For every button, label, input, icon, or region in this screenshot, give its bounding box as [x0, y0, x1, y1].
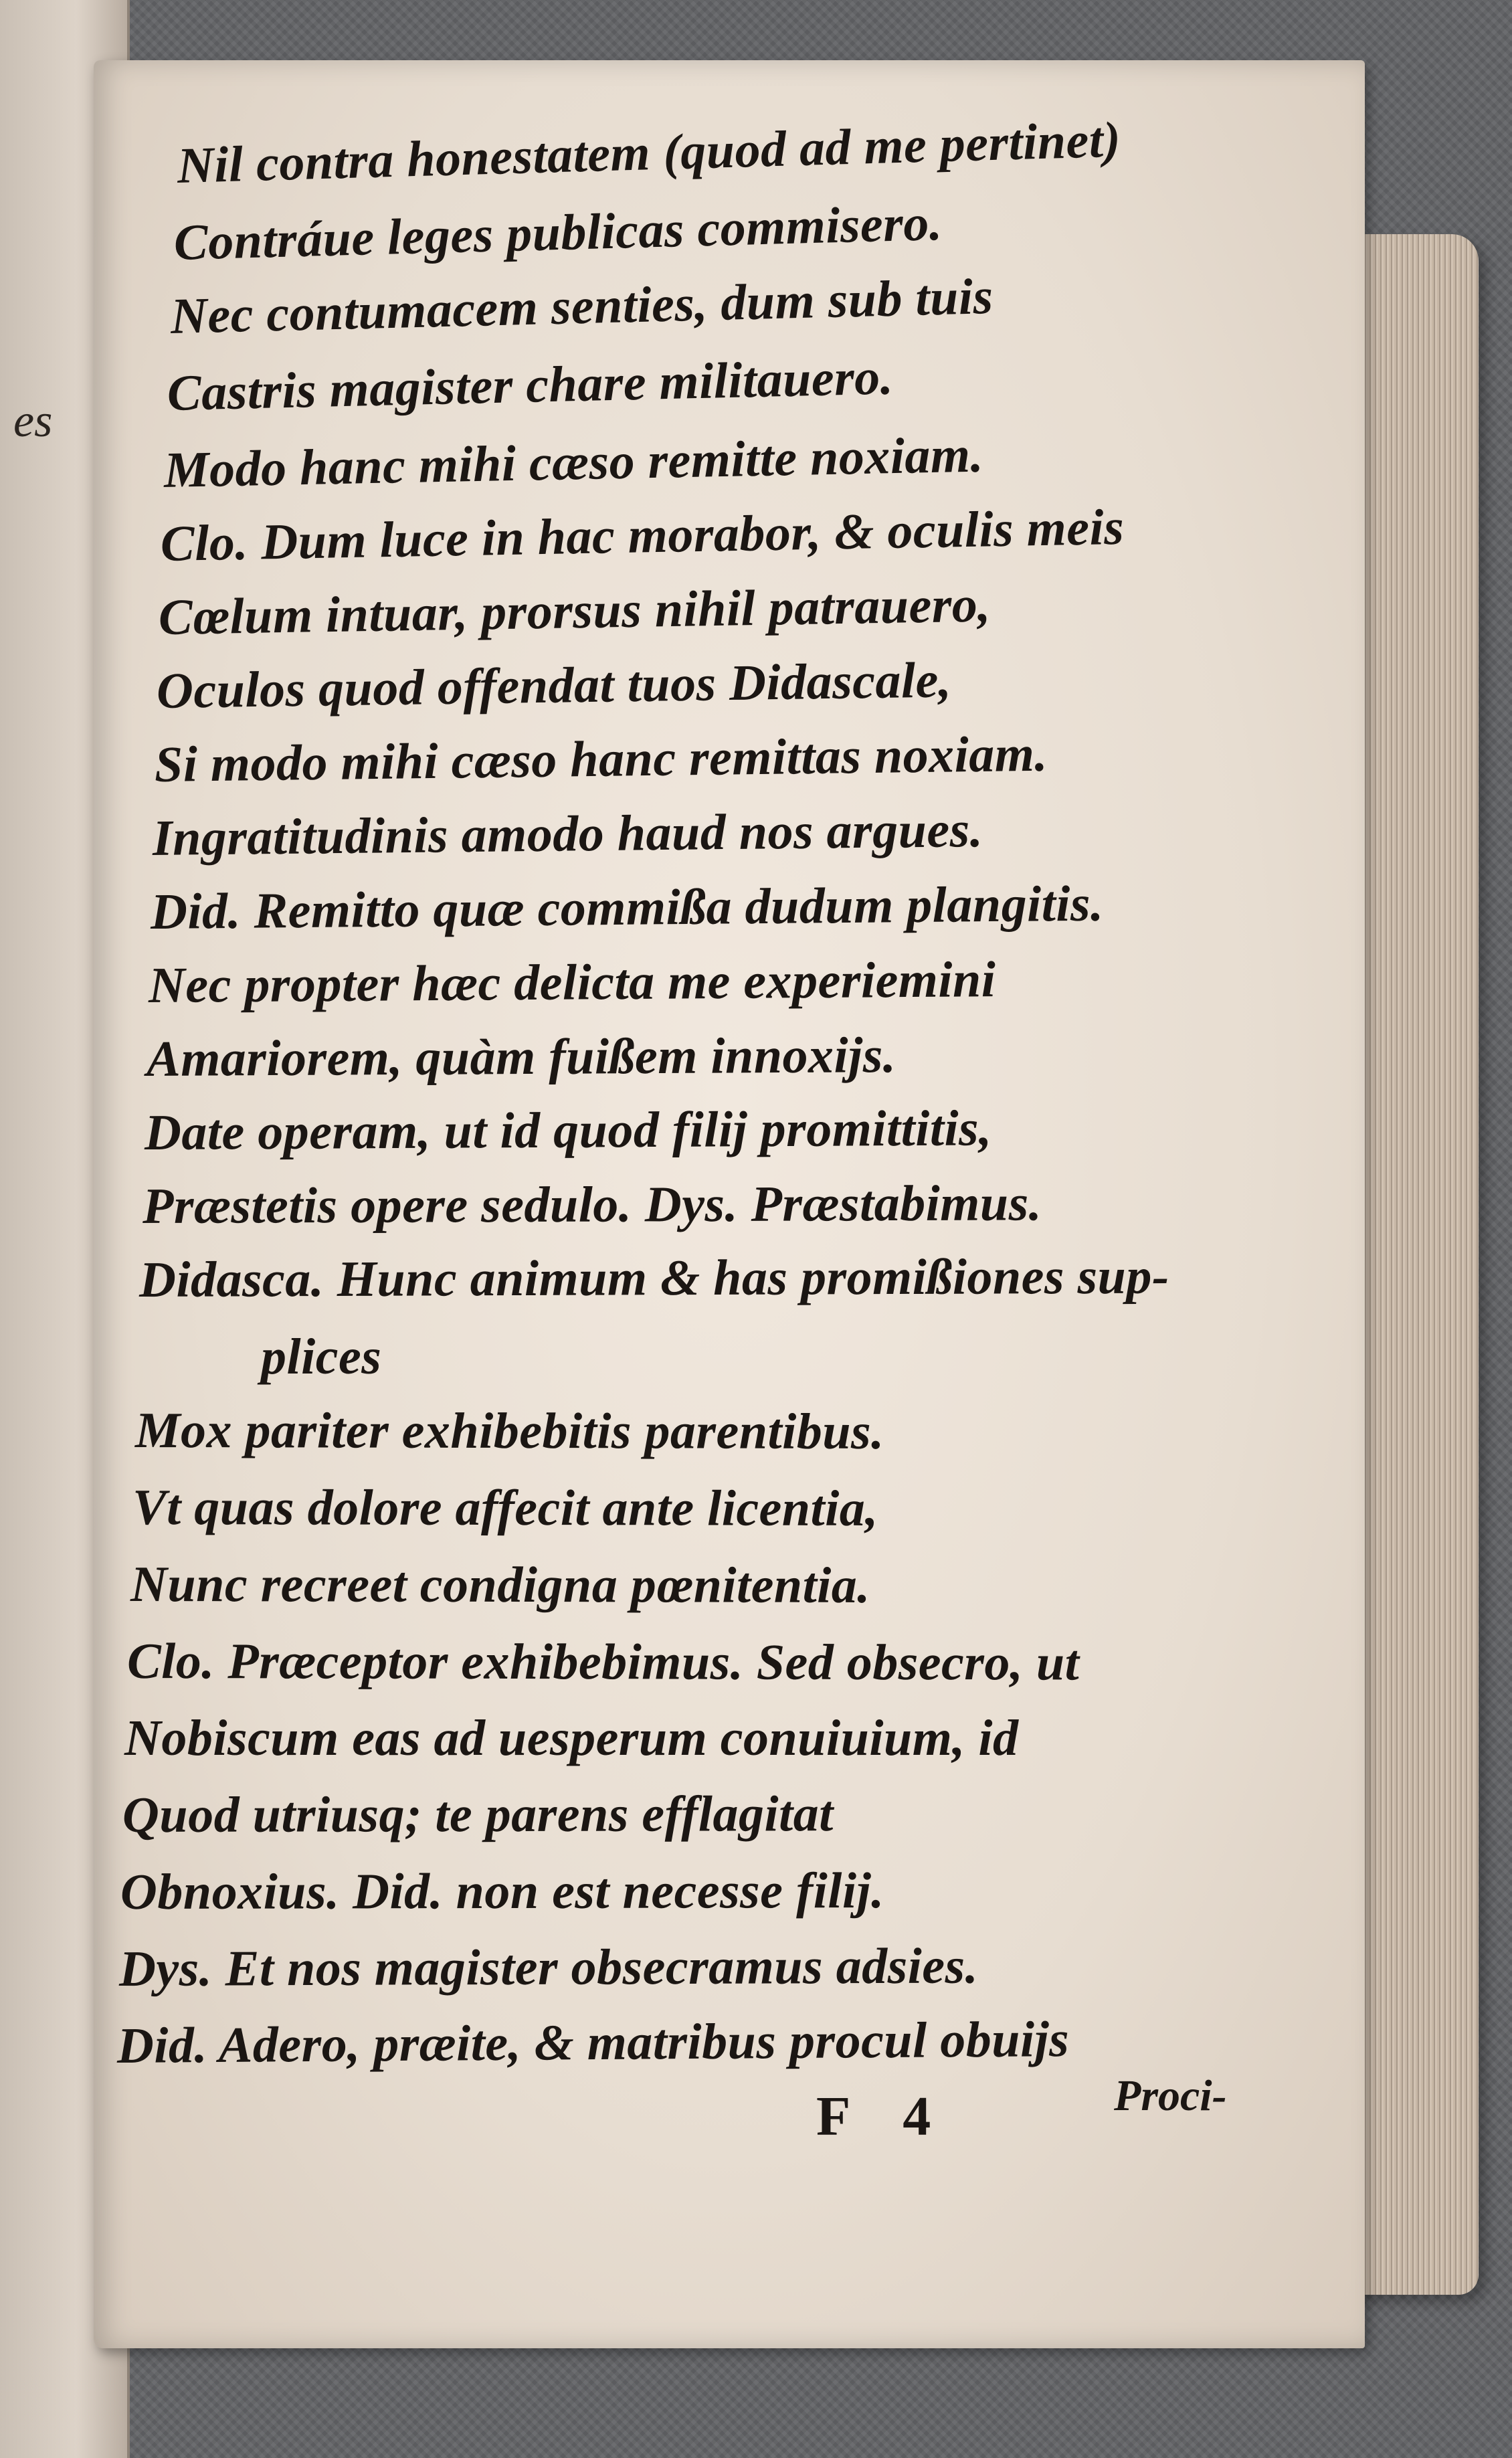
text-line: plices: [261, 1329, 382, 1385]
catchword: Proci-: [1114, 2071, 1227, 2120]
signature-mark: F 4: [816, 2085, 951, 2148]
text-line: Clo. Dum luce in hac morabor, & oculis meis: [160, 498, 1125, 572]
text-line: Date operam, ut id quod filij promittitis,: [144, 1100, 992, 1161]
text-line: Castris magister chare militauero.: [167, 349, 894, 421]
text-line: Vt quas dolore affecit ante licentia,: [132, 1479, 878, 1537]
text-line: Nec contumacem senties, dum sub tuis: [169, 268, 994, 345]
text-line: Didasca. Hunc animum & has promißiones sup-: [138, 1248, 1169, 1308]
text-line: Quod utriusq; te parens efflagitat: [122, 1786, 834, 1843]
text-line: Nobiscum eas ad uesperum conuiuium, id: [124, 1710, 1019, 1766]
text-line: Clo. Præceptor exhibebimus. Sed obsecro, ut: [126, 1633, 1080, 1691]
text-line: Cœlum intuar, prorsus nihil patrauero,: [158, 576, 991, 646]
text-line: Contráue leges publicas commisero.: [173, 194, 943, 271]
text-line: Dys. Et nos magister obsecramus adsies.: [118, 1937, 979, 1997]
text-line: Obnoxius. Did. non est necesse filij.: [120, 1863, 884, 1920]
facing-page-fragment: es: [13, 395, 53, 447]
text-line: Modo hanc mihi cæso remitte noxiam.: [163, 426, 984, 498]
text-line: Mox pariter exhibebitis parentibus.: [134, 1402, 884, 1460]
text-line: Nec propter hæc delicta me experiemini: [148, 951, 996, 1014]
text-line: Oculos quod offendat tuos Didascale,: [156, 652, 952, 719]
text-line: Did. Remitto quæ commißa dudum plangitis.: [150, 875, 1104, 940]
text-line: Ingratitudinis amodo haud nos argues.: [152, 801, 983, 866]
text-line: Si modo mihi cæso hanc remittas noxiam.: [154, 725, 1048, 793]
text-line: Nunc recreet condigna pœnitentia.: [130, 1556, 870, 1614]
text-line: Nil contra honestatem (quod ad me pertinet): [176, 111, 1122, 194]
text-line: Did. Adero, præite, & matribus procul obuijs: [116, 2011, 1070, 2074]
text-line: Amariorem, quàm fuißem innoxijs.: [146, 1027, 896, 1087]
text-line: Præstetis opere sedulo. Dys. Præstabimus.: [142, 1175, 1042, 1234]
